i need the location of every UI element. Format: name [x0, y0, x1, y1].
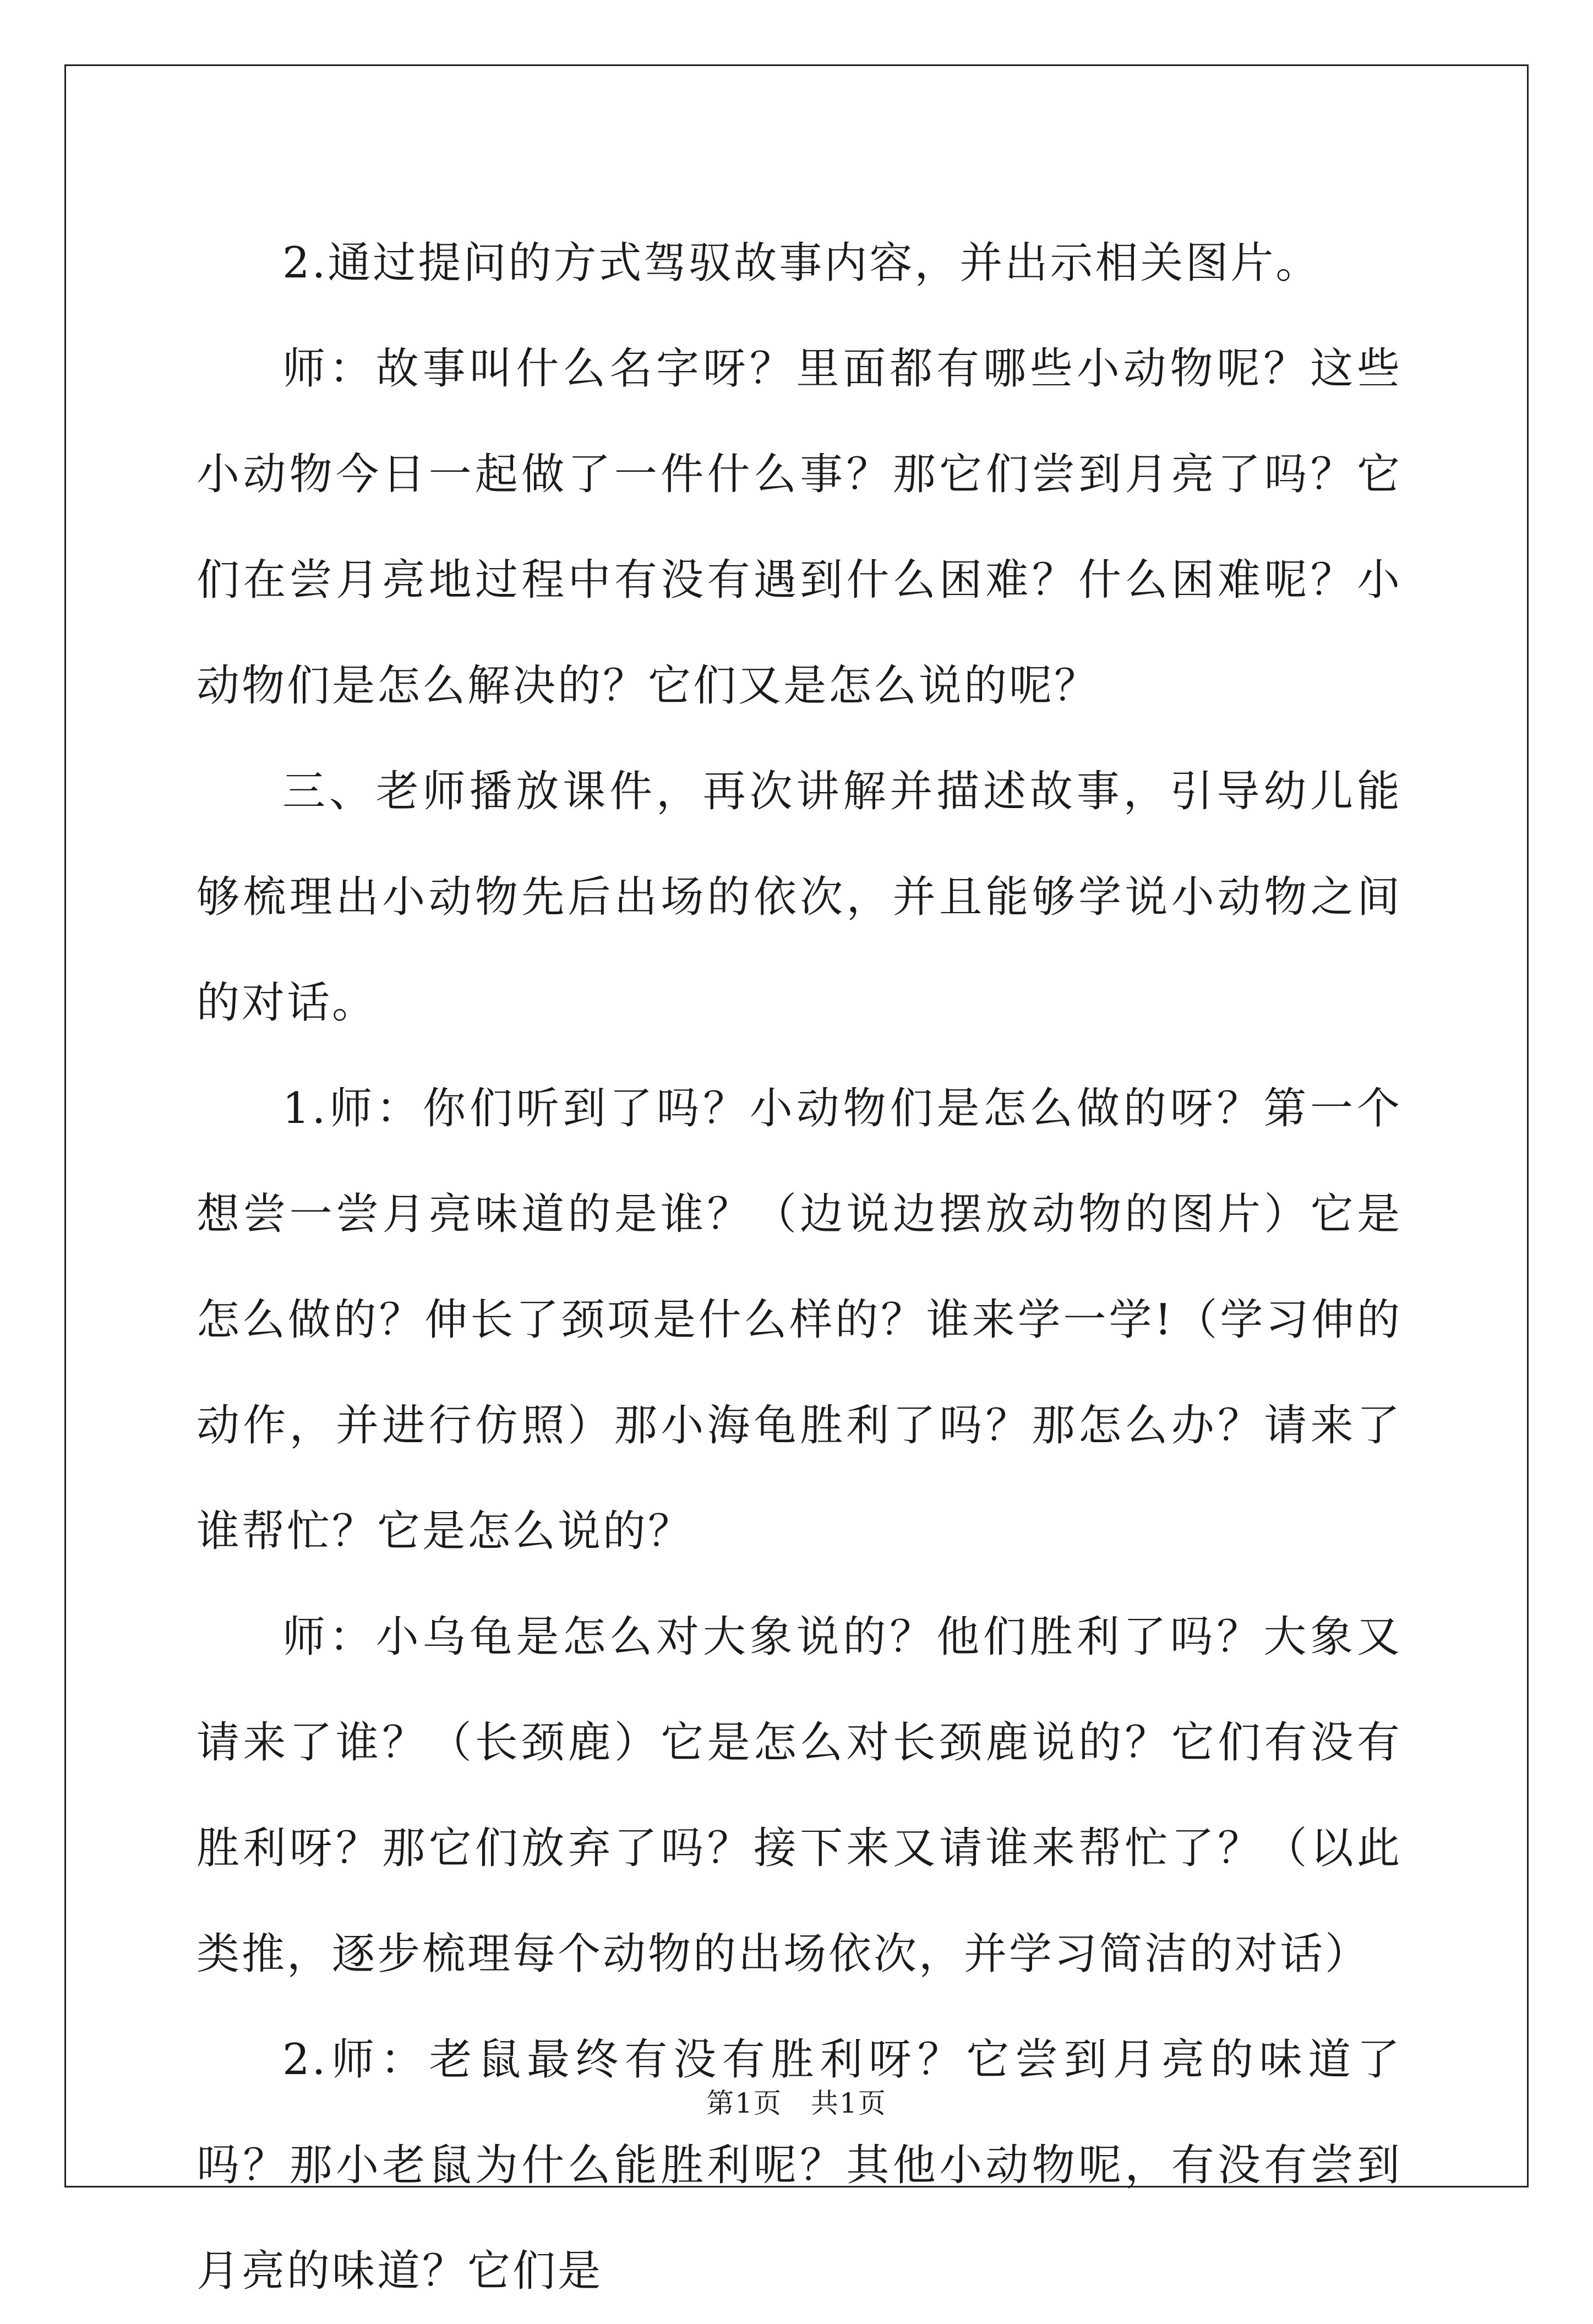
page-footer: 第1页 共1页 — [706, 2087, 887, 2119]
paragraph: 师：故事叫什么名字呀？里面都有哪些小动物呢？这些小动物今日一起做了一件什么事？那它们尝到月亮了吗？它们在尝月亮地过程中有没有遇到什么困难？什么困难呢？小动物们是怎么解决的？它们又是怎么说的呢？ — [197, 344, 1402, 711]
document-body — [197, 210, 1402, 2324]
paragraph: 师：小乌龟是怎么对大象说的？他们胜利了吗？大象又请来了谁？（长颈鹿）它是怎么对长颈鹿说的？它们有没有胜利呀？那它们放弃了吗？接下来又请谁来帮忙了？（以此类推，逐步梳理每个动物的出场依次，并学习简洁的对话） — [197, 1612, 1402, 1979]
paragraph: 2.通过提问的方式驾驭故事内容，并出示相关图片。 — [282, 238, 1321, 288]
paragraph: 2.师：老鼠最终有没有胜利呀？它尝到月亮的味道了吗？那小老鼠为什么能胜利呢？其他小动物呢，有没有尝到月亮的味道？它们是 — [197, 2035, 1402, 2296]
paragraph: 三、老师播放课件，再次讲解并描述故事，引导幼儿能够梳理出小动物先后出场的依次，并且能够学说小动物之间的对话。 — [197, 767, 1402, 1028]
paragraph: 1.师：你们听到了吗？小动物们是怎么做的呀？第一个想尝一尝月亮味道的是谁？（边说边摆放动物的图片）它是怎么做的？伸长了颈项是什么样的？谁来学一学!（学习伸的动作，并进行仿照）那小海龟胜利了吗？那怎么办？请来了谁帮忙？它是怎么说的？ — [197, 1084, 1402, 1556]
